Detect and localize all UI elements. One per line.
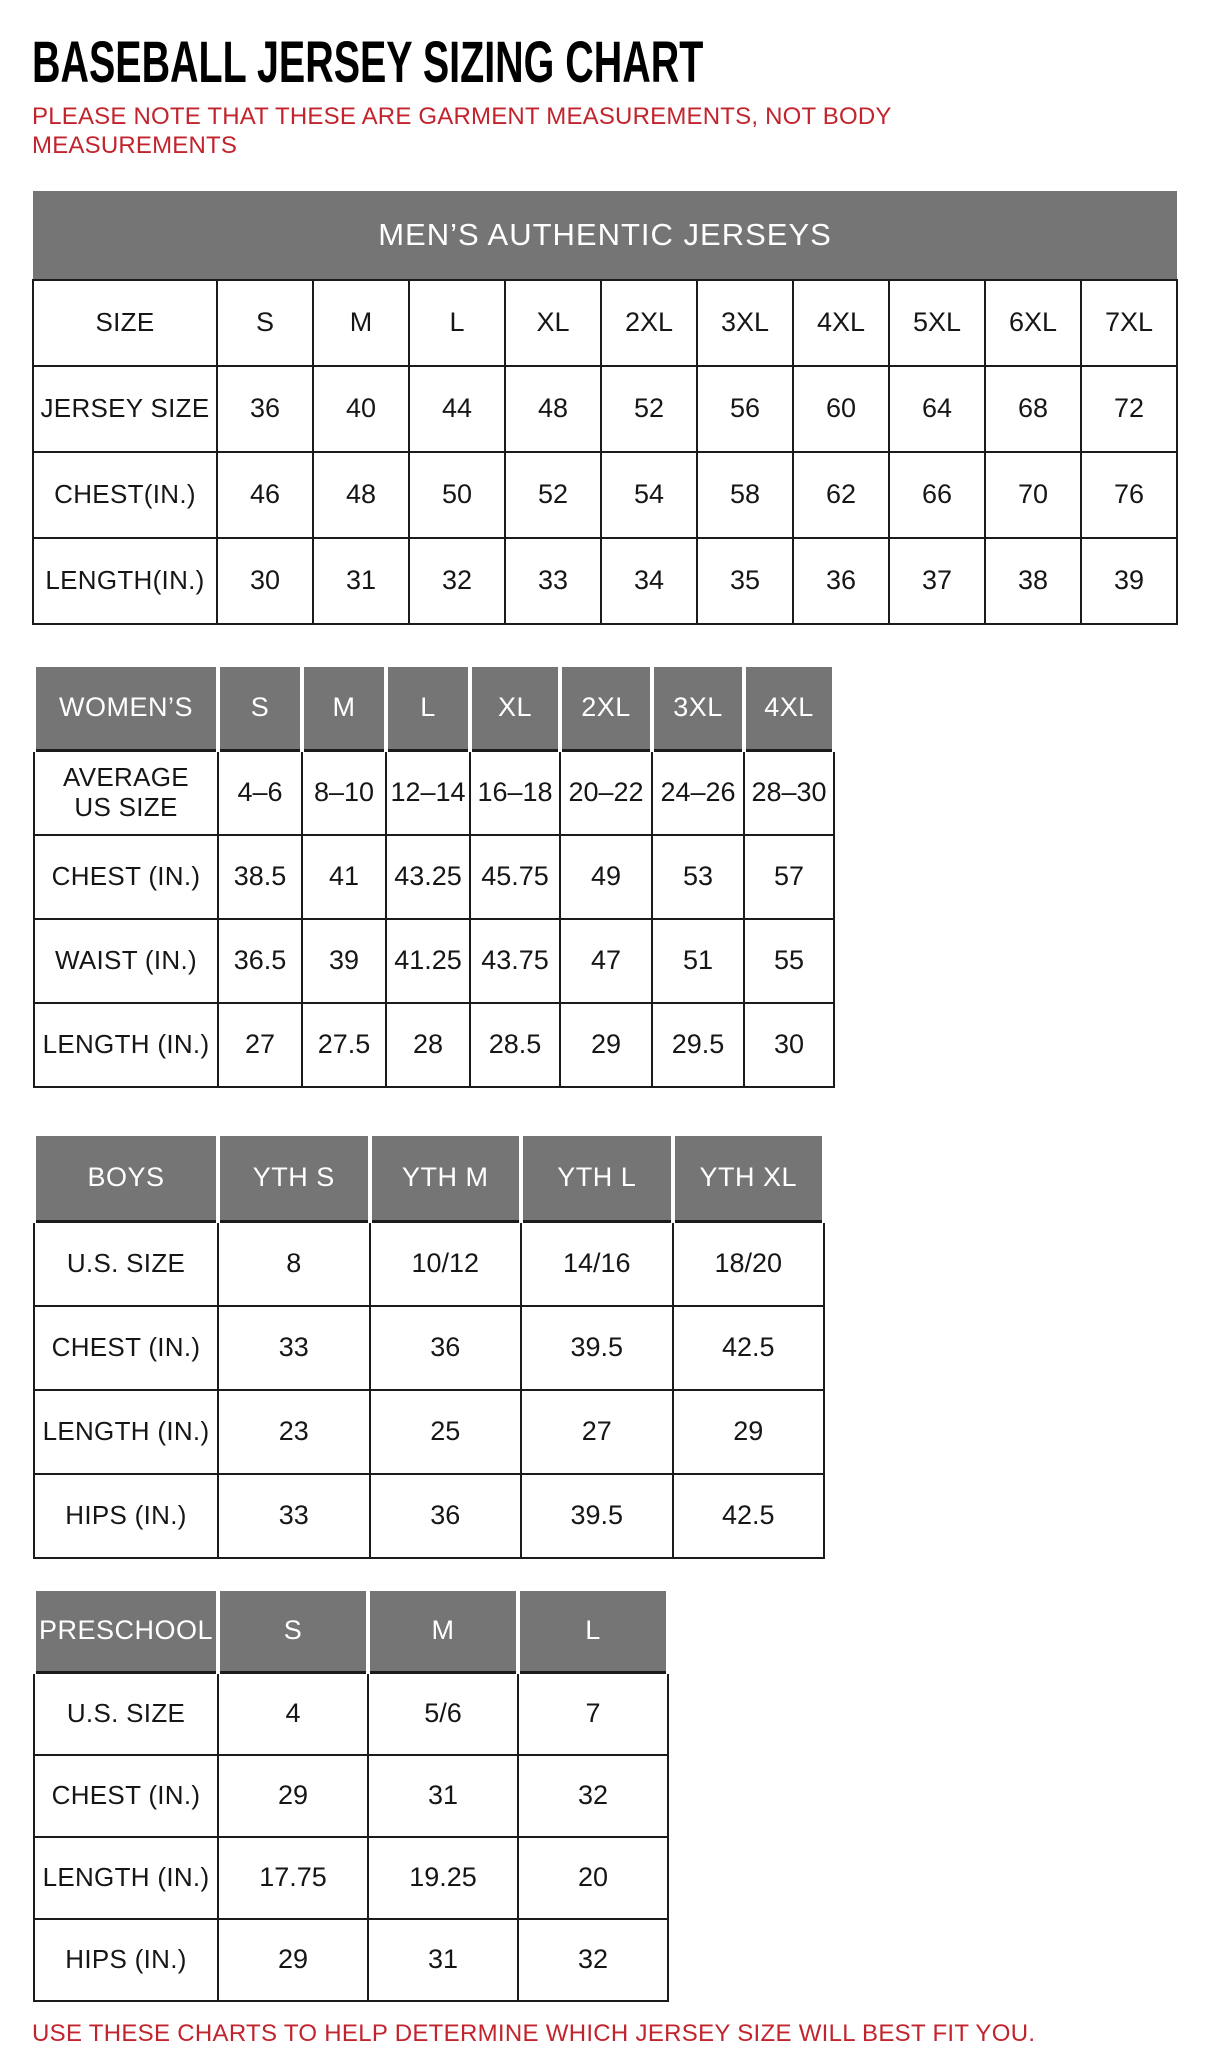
measurement-cell: 58 [697, 452, 793, 538]
measurement-cell: 68 [985, 366, 1081, 452]
measurement-cell: 39.5 [521, 1306, 673, 1390]
mens-size-column-2xl: 2XL [601, 280, 697, 366]
measurement-cell: 36.5 [218, 919, 302, 1003]
measurement-cell: 25 [370, 1390, 522, 1474]
measurement-cell: 28–30 [744, 750, 834, 835]
measurement-cell: 43.75 [470, 919, 560, 1003]
measurement-cell: 19.25 [368, 1837, 518, 1919]
table-row [34, 919, 834, 1003]
garment-measurement-note: PLEASE NOTE THAT THESE ARE GARMENT MEASUREMENTS, NOT BODY MEASUREMENTS [32, 103, 892, 160]
table-row [33, 366, 1177, 452]
measurement-cell: 20–22 [560, 750, 652, 835]
measurement-cell: 55 [744, 919, 834, 1003]
measurement-cell: 33 [505, 538, 601, 624]
measurement-cell: 20 [518, 1837, 668, 1919]
row-label: HIPS (IN.) [34, 1919, 218, 2001]
measurement-cell: 39 [1081, 538, 1177, 624]
preschool-size-column-l: L [518, 1589, 668, 1673]
measurement-cell: 52 [601, 366, 697, 452]
measurement-cell: 31 [313, 538, 409, 624]
measurement-cell: 32 [518, 1755, 668, 1837]
measurement-cell: 29 [218, 1755, 368, 1837]
preschool-size-column-m: M [368, 1589, 518, 1673]
row-label: LENGTH (IN.) [34, 1003, 218, 1087]
row-label: U.S. SIZE [34, 1221, 218, 1306]
measurement-cell: 33 [218, 1306, 370, 1390]
measurement-cell: 49 [560, 835, 652, 919]
row-label: LENGTH (IN.) [34, 1390, 218, 1474]
row-label: LENGTH (IN.) [34, 1837, 218, 1919]
measurement-cell: 41.25 [386, 919, 470, 1003]
measurement-cell: 46 [217, 452, 313, 538]
row-label: LENGTH(IN.) [33, 538, 217, 624]
mens-size-column-5xl: 5XL [889, 280, 985, 366]
page-title: BASEBALL JERSEY SIZING CHART [32, 30, 704, 95]
table-row [33, 452, 1177, 538]
measurement-cell: 32 [518, 1919, 668, 2001]
row-label: U.S. SIZE [34, 1672, 218, 1755]
table-row [34, 1837, 668, 1919]
measurement-cell: 36 [370, 1306, 522, 1390]
measurement-cell: 57 [744, 835, 834, 919]
table-row [34, 1306, 824, 1390]
measurement-cell: 40 [313, 366, 409, 452]
measurement-cell: 39 [302, 919, 386, 1003]
measurement-cell: 54 [601, 452, 697, 538]
boys-size-column-yth-xl: YTH XL [673, 1134, 825, 1222]
table-row [34, 750, 834, 835]
measurement-cell: 34 [601, 538, 697, 624]
measurement-cell: 31 [368, 1755, 518, 1837]
measurement-cell: 42.5 [673, 1474, 825, 1558]
womens-size-column-l: L [386, 665, 470, 751]
measurement-cell: 29 [673, 1390, 825, 1474]
measurement-cell: 39.5 [521, 1474, 673, 1558]
measurement-cell: 23 [218, 1390, 370, 1474]
measurement-cell: 36 [793, 538, 889, 624]
boys-size-column-yth-m: YTH M [370, 1134, 522, 1222]
measurement-cell: 62 [793, 452, 889, 538]
measurement-cell: 66 [889, 452, 985, 538]
measurement-cell: 36 [370, 1474, 522, 1558]
measurement-cell: 27 [521, 1390, 673, 1474]
measurement-cell: 44 [409, 366, 505, 452]
measurement-cell: 27 [218, 1003, 302, 1087]
measurement-cell: 38.5 [218, 835, 302, 919]
measurement-cell: 42.5 [673, 1306, 825, 1390]
measurement-cell: 41 [302, 835, 386, 919]
measurement-cell: 4 [218, 1672, 368, 1755]
row-label: CHEST (IN.) [34, 1755, 218, 1837]
table-row [34, 1919, 668, 2001]
measurement-cell: 16–18 [470, 750, 560, 835]
measurement-cell: 60 [793, 366, 889, 452]
measurement-cell: 48 [313, 452, 409, 538]
measurement-cell: 36 [217, 366, 313, 452]
measurement-cell: 29.5 [652, 1003, 744, 1087]
preschool-sizing-table [32, 1587, 670, 2002]
measurement-cell: 4–6 [218, 750, 302, 835]
womens-size-column-2xl: 2XL [560, 665, 652, 751]
measurement-cell: 27.5 [302, 1003, 386, 1087]
measurement-cell: 28.5 [470, 1003, 560, 1087]
womens-size-column-3xl: 3XL [652, 665, 744, 751]
measurement-cell: 38 [985, 538, 1081, 624]
measurement-cell: 28 [386, 1003, 470, 1087]
measurement-cell: 37 [889, 538, 985, 624]
measurement-cell: 72 [1081, 366, 1177, 452]
measurement-cell: 43.25 [386, 835, 470, 919]
preschool-size-column-s: S [218, 1589, 368, 1673]
measurement-cell: 5/6 [368, 1672, 518, 1755]
mens-size-column-4xl: 4XL [793, 280, 889, 366]
measurement-cell: 31 [368, 1919, 518, 2001]
row-label: WAIST (IN.) [34, 919, 218, 1003]
measurement-cell: 10/12 [370, 1221, 522, 1306]
table-row [34, 1003, 834, 1087]
boys-size-column-yth-l: YTH L [521, 1134, 673, 1222]
row-label: CHEST(IN.) [33, 452, 217, 538]
mens-sizing-table [32, 191, 1178, 625]
measurement-cell: 48 [505, 366, 601, 452]
womens-size-column-m: M [302, 665, 386, 751]
measurement-cell: 30 [217, 538, 313, 624]
measurement-cell: 70 [985, 452, 1081, 538]
measurement-cell: 32 [409, 538, 505, 624]
mens-size-column-7xl: 7XL [1081, 280, 1177, 366]
boys-header-label: BOYS [34, 1134, 218, 1222]
preschool-header-label: PRESCHOOL [34, 1589, 218, 1673]
measurement-cell: 76 [1081, 452, 1177, 538]
boys-sizing-table [32, 1132, 826, 1559]
table-row [34, 1672, 668, 1755]
measurement-cell: 8–10 [302, 750, 386, 835]
measurement-cell: 7 [518, 1672, 668, 1755]
footer-text: USE THESE CHARTS TO HELP DETERMINE WHICH JERSEY SIZE WILL BEST FIT YOU. [32, 2019, 1036, 2047]
table-row [34, 835, 834, 919]
measurement-cell: 47 [560, 919, 652, 1003]
measurement-cell: 29 [218, 1919, 368, 2001]
table-row [34, 1221, 824, 1306]
row-label: CHEST (IN.) [34, 1306, 218, 1390]
measurement-cell: 50 [409, 452, 505, 538]
measurement-cell: 53 [652, 835, 744, 919]
measurement-cell: 51 [652, 919, 744, 1003]
measurement-cell: 12–14 [386, 750, 470, 835]
row-label: HIPS (IN.) [34, 1474, 218, 1558]
measurement-cell: 33 [218, 1474, 370, 1558]
table-row [34, 1755, 668, 1837]
womens-size-column-s: S [218, 665, 302, 751]
measurement-cell: 56 [697, 366, 793, 452]
womens-size-column-xl: XL [470, 665, 560, 751]
womens-size-column-4xl: 4XL [744, 665, 834, 751]
row-label: CHEST (IN.) [34, 835, 218, 919]
boys-size-column-yth-s: YTH S [218, 1134, 370, 1222]
measurement-cell: 52 [505, 452, 601, 538]
mens-size-column-s: S [217, 280, 313, 366]
mens-size-column-6xl: 6XL [985, 280, 1081, 366]
womens-header-label: WOMEN’S [34, 665, 218, 751]
mens-size-column-xl: XL [505, 280, 601, 366]
measurement-cell: 35 [697, 538, 793, 624]
table-row [34, 1390, 824, 1474]
mens-size-column-l: L [409, 280, 505, 366]
measurement-cell: 30 [744, 1003, 834, 1087]
measurement-cell: 64 [889, 366, 985, 452]
mens-size-column-3xl: 3XL [697, 280, 793, 366]
measurement-cell: 29 [560, 1003, 652, 1087]
measurement-cell: 24–26 [652, 750, 744, 835]
measurement-cell: 8 [218, 1221, 370, 1306]
table-row [34, 1474, 824, 1558]
measurement-cell: 18/20 [673, 1221, 825, 1306]
row-label: JERSEY SIZE [33, 366, 217, 452]
row-label: AVERAGE US SIZE [34, 750, 218, 835]
mens-size-column-m: M [313, 280, 409, 366]
measurement-cell: 45.75 [470, 835, 560, 919]
mens-corner-label: SIZE [33, 280, 217, 366]
mens-banner: MEN’S AUTHENTIC JERSEYS [33, 191, 1177, 280]
measurement-cell: 14/16 [521, 1221, 673, 1306]
womens-sizing-table [32, 663, 836, 1088]
table-row [33, 538, 1177, 624]
measurement-cell: 17.75 [218, 1837, 368, 1919]
